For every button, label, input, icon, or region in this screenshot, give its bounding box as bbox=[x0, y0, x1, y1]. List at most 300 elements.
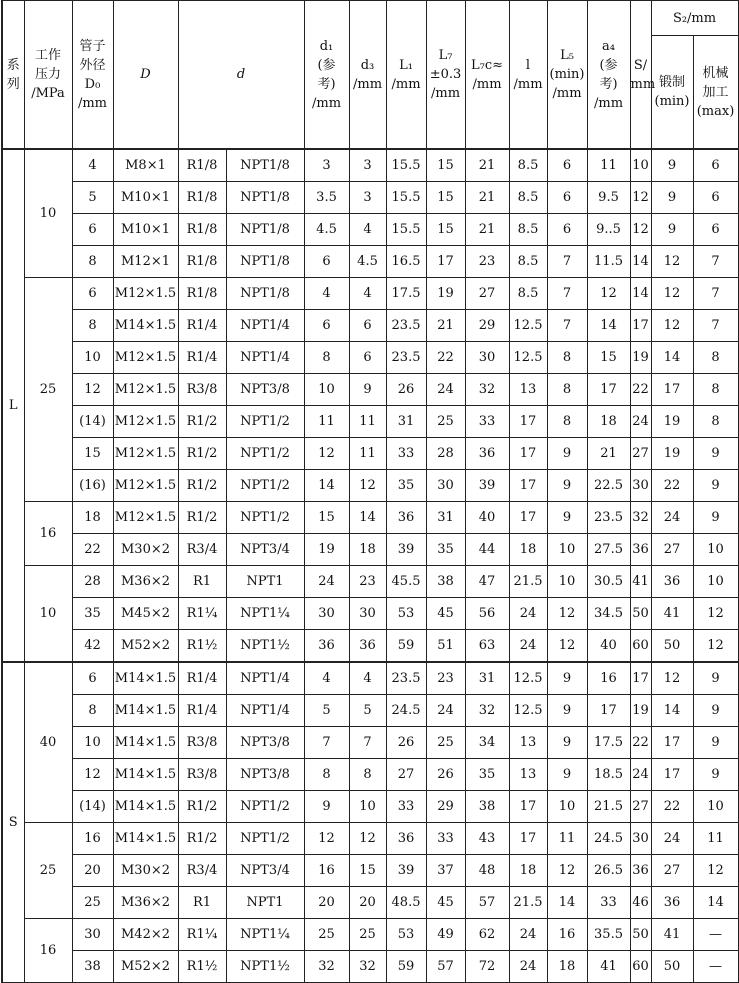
cell-L1: 15.5 bbox=[386, 214, 426, 246]
cell-thread-D: M36×2 bbox=[113, 566, 178, 598]
cell-pipe-od: 30 bbox=[72, 919, 113, 951]
cell-S2-machined: 12 bbox=[693, 855, 738, 887]
cell-d3: 18 bbox=[349, 534, 386, 566]
cell-L1: 23.5 bbox=[386, 662, 426, 695]
cell-l: 12.5 bbox=[509, 342, 547, 374]
cell-S2-machined: 9 bbox=[693, 470, 738, 502]
cell-d1: 10 bbox=[304, 374, 349, 406]
cell-l: 13 bbox=[509, 374, 547, 406]
cell-d1: 30 bbox=[304, 598, 349, 630]
cell-d3: 5 bbox=[349, 695, 386, 727]
cell-L5: 12 bbox=[547, 598, 587, 630]
cell-L7c: 40 bbox=[465, 502, 509, 534]
cell-thread-D: M10×1 bbox=[113, 214, 178, 246]
cell-L5: 6 bbox=[547, 149, 587, 182]
cell-a4: 21 bbox=[587, 438, 630, 470]
cell-L7c: 29 bbox=[465, 310, 509, 342]
cell-S: 41 bbox=[630, 566, 651, 598]
cell-L1: 53 bbox=[386, 598, 426, 630]
cell-d3: 30 bbox=[349, 598, 386, 630]
cell-L7: 15 bbox=[426, 149, 465, 182]
cell-l: 17 bbox=[509, 502, 547, 534]
cell-d3: 12 bbox=[349, 823, 386, 855]
cell-L7c: 31 bbox=[465, 662, 509, 695]
header-D: D bbox=[113, 1, 178, 150]
cell-a4: 16 bbox=[587, 662, 630, 695]
table-body bbox=[2, 149, 738, 983]
cell-S2-forged: 24 bbox=[651, 502, 693, 534]
cell-thread-D: M12×1.5 bbox=[113, 438, 178, 470]
cell-d3: 36 bbox=[349, 630, 386, 663]
cell-L5: 16 bbox=[547, 919, 587, 951]
cell-d3: 8 bbox=[349, 759, 386, 791]
cell-thread-r: R3/4 bbox=[178, 534, 226, 566]
cell-S2-forged: 17 bbox=[651, 727, 693, 759]
cell-L7: 26 bbox=[426, 759, 465, 791]
cell-a4: 9.5 bbox=[587, 182, 630, 214]
cell-l: 13 bbox=[509, 727, 547, 759]
cell-pipe-od: 8 bbox=[72, 246, 113, 278]
cell-l: 17 bbox=[509, 406, 547, 438]
table-row bbox=[2, 887, 738, 919]
cell-S: 36 bbox=[630, 855, 651, 887]
cell-L5: 11 bbox=[547, 823, 587, 855]
cell-L5: 10 bbox=[547, 534, 587, 566]
cell-thread-npt: NPT1/2 bbox=[226, 406, 304, 438]
cell-S: 14 bbox=[630, 246, 651, 278]
cell-S2-forged: 17 bbox=[651, 374, 693, 406]
cell-L1: 35 bbox=[386, 470, 426, 502]
cell-S2-forged: 9 bbox=[651, 182, 693, 214]
cell-thread-npt: NPT1 bbox=[226, 887, 304, 919]
cell-pipe-od: (14) bbox=[72, 791, 113, 823]
cell-L7: 49 bbox=[426, 919, 465, 951]
cell-S2-machined: 11 bbox=[693, 823, 738, 855]
cell-d1: 19 bbox=[304, 534, 349, 566]
cell-thread-npt: NPT1¼ bbox=[226, 598, 304, 630]
cell-thread-D: M12×1.5 bbox=[113, 374, 178, 406]
cell-L5: 10 bbox=[547, 566, 587, 598]
cell-S: 50 bbox=[630, 919, 651, 951]
cell-d1: 14 bbox=[304, 470, 349, 502]
cell-d3: 3 bbox=[349, 149, 386, 182]
cell-L5: 14 bbox=[547, 887, 587, 919]
cell-L7c: 21 bbox=[465, 214, 509, 246]
cell-L7c: 32 bbox=[465, 374, 509, 406]
cell-d3: 4 bbox=[349, 214, 386, 246]
cell-S2-machined: 10 bbox=[693, 791, 738, 823]
cell-thread-r: R1/8 bbox=[178, 149, 226, 182]
cell-S: 27 bbox=[630, 791, 651, 823]
cell-S2-machined: 7 bbox=[693, 310, 738, 342]
header-pressure: 工作 压力 /MPa bbox=[24, 1, 72, 150]
cell-thread-r: R1¼ bbox=[178, 919, 226, 951]
cell-l: 12.5 bbox=[509, 662, 547, 695]
cell-L1: 39 bbox=[386, 855, 426, 887]
cell-S2-machined: — bbox=[693, 951, 738, 983]
cell-l: 21.5 bbox=[509, 566, 547, 598]
cell-thread-npt: NPT1/2 bbox=[226, 502, 304, 534]
cell-S2-forged: 14 bbox=[651, 342, 693, 374]
cell-pipe-od: 8 bbox=[72, 695, 113, 727]
spec-table bbox=[1, 0, 739, 983]
cell-thread-r: R3/8 bbox=[178, 727, 226, 759]
cell-thread-D: M45×2 bbox=[113, 598, 178, 630]
cell-thread-r: R3/8 bbox=[178, 374, 226, 406]
cell-pipe-od: 15 bbox=[72, 438, 113, 470]
cell-thread-r: R1 bbox=[178, 887, 226, 919]
cell-S2-machined: 9 bbox=[693, 662, 738, 695]
cell-d1: 3.5 bbox=[304, 182, 349, 214]
cell-L7c: 23 bbox=[465, 246, 509, 278]
cell-d1: 9 bbox=[304, 791, 349, 823]
cell-S2-forged: 12 bbox=[651, 278, 693, 310]
header-S2-forged: 锻制 (min) bbox=[651, 36, 693, 150]
cell-a4: 30.5 bbox=[587, 566, 630, 598]
cell-thread-D: M12×1 bbox=[113, 246, 178, 278]
cell-S2-forged: 19 bbox=[651, 438, 693, 470]
cell-L1: 23.5 bbox=[386, 342, 426, 374]
table-row bbox=[2, 374, 738, 406]
cell-pipe-od: 35 bbox=[72, 598, 113, 630]
cell-d1: 6 bbox=[304, 246, 349, 278]
cell-l: 17 bbox=[509, 823, 547, 855]
cell-S: 22 bbox=[630, 727, 651, 759]
table-row bbox=[2, 630, 738, 663]
cell-thread-D: M14×1.5 bbox=[113, 727, 178, 759]
cell-d3: 4.5 bbox=[349, 246, 386, 278]
cell-d3: 6 bbox=[349, 342, 386, 374]
pressure-cell: 25 bbox=[24, 278, 72, 502]
cell-S: 32 bbox=[630, 502, 651, 534]
cell-thread-D: M12×1.5 bbox=[113, 470, 178, 502]
header-d3: d₃ /mm bbox=[349, 1, 386, 150]
cell-thread-r: R3/8 bbox=[178, 759, 226, 791]
cell-d1: 20 bbox=[304, 887, 349, 919]
cell-a4: 21.5 bbox=[587, 791, 630, 823]
cell-S2-machined: 8 bbox=[693, 406, 738, 438]
cell-d1: 8 bbox=[304, 759, 349, 791]
cell-l: 8.5 bbox=[509, 214, 547, 246]
cell-S2-forged: 22 bbox=[651, 470, 693, 502]
header-L7: L₇ ±0.3 /mm bbox=[426, 1, 465, 150]
cell-thread-r: R1½ bbox=[178, 630, 226, 663]
cell-S2-machined: 9 bbox=[693, 502, 738, 534]
cell-S2-machined: 10 bbox=[693, 534, 738, 566]
cell-a4: 33 bbox=[587, 887, 630, 919]
cell-S2-forged: 27 bbox=[651, 534, 693, 566]
cell-L5: 18 bbox=[547, 951, 587, 983]
cell-l: 24 bbox=[509, 951, 547, 983]
pressure-cell: 25 bbox=[24, 823, 72, 919]
cell-a4: 9..5 bbox=[587, 214, 630, 246]
cell-thread-r: R1/2 bbox=[178, 502, 226, 534]
table-row bbox=[2, 470, 738, 502]
cell-S: 14 bbox=[630, 278, 651, 310]
cell-L7: 29 bbox=[426, 791, 465, 823]
cell-pipe-od: 25 bbox=[72, 887, 113, 919]
cell-L5: 9 bbox=[547, 727, 587, 759]
table-row bbox=[2, 278, 738, 310]
cell-L1: 59 bbox=[386, 951, 426, 983]
cell-S: 12 bbox=[630, 214, 651, 246]
cell-L5: 9 bbox=[547, 759, 587, 791]
cell-L5: 7 bbox=[547, 246, 587, 278]
cell-L7: 37 bbox=[426, 855, 465, 887]
pressure-cell: 10 bbox=[24, 566, 72, 663]
cell-pipe-od: 22 bbox=[72, 534, 113, 566]
cell-thread-r: R1/2 bbox=[178, 823, 226, 855]
cell-S2-forged: 36 bbox=[651, 887, 693, 919]
cell-L7c: 33 bbox=[465, 406, 509, 438]
cell-thread-D: M30×2 bbox=[113, 534, 178, 566]
cell-L5: 8 bbox=[547, 406, 587, 438]
cell-d1: 4 bbox=[304, 278, 349, 310]
cell-a4: 35.5 bbox=[587, 919, 630, 951]
cell-L7c: 62 bbox=[465, 919, 509, 951]
cell-thread-npt: NPT1/2 bbox=[226, 791, 304, 823]
cell-a4: 22.5 bbox=[587, 470, 630, 502]
cell-L7c: 39 bbox=[465, 470, 509, 502]
cell-thread-npt: NPT1/2 bbox=[226, 823, 304, 855]
cell-thread-npt: NPT1 bbox=[226, 566, 304, 598]
cell-d1: 36 bbox=[304, 630, 349, 663]
table-row bbox=[2, 534, 738, 566]
cell-l: 24 bbox=[509, 598, 547, 630]
table-row bbox=[2, 438, 738, 470]
cell-d1: 12 bbox=[304, 438, 349, 470]
cell-thread-r: R1/8 bbox=[178, 214, 226, 246]
cell-thread-r: R1/4 bbox=[178, 342, 226, 374]
cell-d3: 12 bbox=[349, 470, 386, 502]
cell-L1: 26 bbox=[386, 374, 426, 406]
series-cell: S bbox=[2, 662, 24, 983]
cell-a4: 14 bbox=[587, 310, 630, 342]
table-row bbox=[2, 695, 738, 727]
cell-thread-npt: NPT1/8 bbox=[226, 214, 304, 246]
cell-thread-r: R1/2 bbox=[178, 406, 226, 438]
cell-L5: 9 bbox=[547, 438, 587, 470]
cell-d1: 25 bbox=[304, 919, 349, 951]
header-S2: S₂/mm bbox=[651, 1, 738, 36]
cell-a4: 18 bbox=[587, 406, 630, 438]
cell-l: 8.5 bbox=[509, 149, 547, 182]
table-row bbox=[2, 791, 738, 823]
cell-pipe-od: 42 bbox=[72, 630, 113, 663]
cell-thread-npt: NPT1/2 bbox=[226, 438, 304, 470]
table-row bbox=[2, 598, 738, 630]
cell-S2-forged: 41 bbox=[651, 598, 693, 630]
cell-S: 60 bbox=[630, 951, 651, 983]
table-row bbox=[2, 919, 738, 951]
cell-thread-D: M10×1 bbox=[113, 182, 178, 214]
cell-thread-r: R3/4 bbox=[178, 855, 226, 887]
cell-L7: 21 bbox=[426, 310, 465, 342]
cell-L7c: 57 bbox=[465, 887, 509, 919]
cell-S2-forged: 22 bbox=[651, 791, 693, 823]
cell-L5: 10 bbox=[547, 791, 587, 823]
cell-pipe-od: 16 bbox=[72, 823, 113, 855]
cell-thread-r: R1/4 bbox=[178, 310, 226, 342]
cell-a4: 23.5 bbox=[587, 502, 630, 534]
cell-S: 36 bbox=[630, 534, 651, 566]
cell-d3: 23 bbox=[349, 566, 386, 598]
cell-L1: 15.5 bbox=[386, 182, 426, 214]
cell-a4: 26.5 bbox=[587, 855, 630, 887]
cell-L5: 8 bbox=[547, 342, 587, 374]
cell-S: 19 bbox=[630, 695, 651, 727]
cell-pipe-od: 18 bbox=[72, 502, 113, 534]
cell-pipe-od: 8 bbox=[72, 310, 113, 342]
cell-L5: 9 bbox=[547, 502, 587, 534]
cell-L7: 19 bbox=[426, 278, 465, 310]
cell-S: 12 bbox=[630, 182, 651, 214]
cell-d1: 24 bbox=[304, 566, 349, 598]
cell-L7c: 72 bbox=[465, 951, 509, 983]
cell-thread-r: R1/8 bbox=[178, 246, 226, 278]
cell-thread-D: M14×1.5 bbox=[113, 310, 178, 342]
cell-d1: 12 bbox=[304, 823, 349, 855]
cell-l: 18 bbox=[509, 855, 547, 887]
cell-d1: 4.5 bbox=[304, 214, 349, 246]
cell-L1: 36 bbox=[386, 823, 426, 855]
cell-S: 24 bbox=[630, 759, 651, 791]
table-row bbox=[2, 182, 738, 214]
cell-d1: 4 bbox=[304, 662, 349, 695]
cell-l: 17 bbox=[509, 791, 547, 823]
cell-thread-D: M36×2 bbox=[113, 887, 178, 919]
cell-thread-npt: NPT1/8 bbox=[226, 278, 304, 310]
cell-L5: 9 bbox=[547, 662, 587, 695]
cell-thread-npt: NPT1/2 bbox=[226, 470, 304, 502]
cell-d3: 32 bbox=[349, 951, 386, 983]
cell-thread-r: R1/8 bbox=[178, 278, 226, 310]
cell-thread-npt: NPT1/4 bbox=[226, 695, 304, 727]
cell-thread-r: R1/2 bbox=[178, 791, 226, 823]
cell-d1: 15 bbox=[304, 502, 349, 534]
header-L5: L₅ (min) /mm bbox=[547, 1, 587, 150]
cell-d3: 25 bbox=[349, 919, 386, 951]
cell-L7: 38 bbox=[426, 566, 465, 598]
cell-pipe-od: 20 bbox=[72, 855, 113, 887]
cell-d3: 6 bbox=[349, 310, 386, 342]
cell-thread-npt: NPT3/8 bbox=[226, 727, 304, 759]
cell-d1: 32 bbox=[304, 951, 349, 983]
cell-L7: 57 bbox=[426, 951, 465, 983]
cell-L7: 45 bbox=[426, 598, 465, 630]
table-row bbox=[2, 566, 738, 598]
cell-L1: 15.5 bbox=[386, 149, 426, 182]
cell-S2-machined: 6 bbox=[693, 214, 738, 246]
cell-thread-D: M12×1.5 bbox=[113, 502, 178, 534]
cell-d3: 20 bbox=[349, 887, 386, 919]
cell-S: 19 bbox=[630, 342, 651, 374]
cell-a4: 17 bbox=[587, 374, 630, 406]
table-row bbox=[2, 246, 738, 278]
cell-d1: 8 bbox=[304, 342, 349, 374]
cell-a4: 27.5 bbox=[587, 534, 630, 566]
cell-thread-r: R1½ bbox=[178, 951, 226, 983]
pressure-cell: 16 bbox=[24, 502, 72, 566]
cell-L1: 23.5 bbox=[386, 310, 426, 342]
cell-thread-npt: NPT1/8 bbox=[226, 149, 304, 182]
series-cell: L bbox=[2, 149, 24, 662]
cell-L7: 15 bbox=[426, 182, 465, 214]
cell-pipe-od: 5 bbox=[72, 182, 113, 214]
table-row bbox=[2, 502, 738, 534]
cell-S2-machined: 10 bbox=[693, 566, 738, 598]
cell-L1: 26 bbox=[386, 727, 426, 759]
header-L1: L₁ /mm bbox=[386, 1, 426, 150]
cell-L7c: 63 bbox=[465, 630, 509, 663]
cell-a4: 17.5 bbox=[587, 727, 630, 759]
header-pipe-od: 管子 外径 D₀ /mm bbox=[72, 1, 113, 150]
table-row bbox=[2, 823, 738, 855]
cell-thread-D: M52×2 bbox=[113, 951, 178, 983]
cell-L1: 31 bbox=[386, 406, 426, 438]
cell-L7c: 44 bbox=[465, 534, 509, 566]
cell-a4: 17 bbox=[587, 695, 630, 727]
cell-L7c: 56 bbox=[465, 598, 509, 630]
cell-S2-machined: 9 bbox=[693, 438, 738, 470]
header-series: 系 列 bbox=[2, 1, 24, 150]
cell-L1: 45.5 bbox=[386, 566, 426, 598]
cell-S2-forged: 41 bbox=[651, 919, 693, 951]
cell-S2-forged: 14 bbox=[651, 695, 693, 727]
cell-L5: 6 bbox=[547, 214, 587, 246]
cell-L1: 27 bbox=[386, 759, 426, 791]
cell-d3: 10 bbox=[349, 791, 386, 823]
header-L7c: L₇c≈ /mm bbox=[465, 1, 509, 150]
cell-thread-D: M14×1.5 bbox=[113, 823, 178, 855]
cell-L5: 8 bbox=[547, 374, 587, 406]
cell-thread-npt: NPT1/4 bbox=[226, 662, 304, 695]
cell-thread-D: M8×1 bbox=[113, 149, 178, 182]
cell-L1: 53 bbox=[386, 919, 426, 951]
cell-thread-npt: NPT1/8 bbox=[226, 246, 304, 278]
cell-d1: 6 bbox=[304, 310, 349, 342]
pressure-cell: 16 bbox=[24, 919, 72, 983]
table-row bbox=[2, 951, 738, 983]
cell-thread-D: M14×1.5 bbox=[113, 791, 178, 823]
cell-S: 24 bbox=[630, 406, 651, 438]
cell-pipe-od: (16) bbox=[72, 470, 113, 502]
cell-L7c: 21 bbox=[465, 182, 509, 214]
cell-d3: 4 bbox=[349, 278, 386, 310]
cell-L1: 24.5 bbox=[386, 695, 426, 727]
cell-d3: 15 bbox=[349, 855, 386, 887]
cell-d3: 11 bbox=[349, 406, 386, 438]
cell-S2-forged: 36 bbox=[651, 566, 693, 598]
cell-L5: 7 bbox=[547, 278, 587, 310]
cell-thread-D: M14×1.5 bbox=[113, 695, 178, 727]
cell-S2-machined: 9 bbox=[693, 727, 738, 759]
cell-L7: 22 bbox=[426, 342, 465, 374]
cell-S2-machined: 9 bbox=[693, 759, 738, 791]
cell-S2-forged: 24 bbox=[651, 823, 693, 855]
cell-L5: 12 bbox=[547, 855, 587, 887]
cell-thread-r: R1/2 bbox=[178, 438, 226, 470]
cell-thread-r: R1/2 bbox=[178, 470, 226, 502]
cell-S2-forged: 50 bbox=[651, 630, 693, 663]
cell-L7c: 27 bbox=[465, 278, 509, 310]
cell-a4: 12 bbox=[587, 278, 630, 310]
cell-thread-D: M12×1.5 bbox=[113, 342, 178, 374]
header-S: S/ mm bbox=[630, 1, 651, 150]
cell-thread-r: R1 bbox=[178, 566, 226, 598]
cell-l: 8.5 bbox=[509, 278, 547, 310]
cell-S2-machined: 12 bbox=[693, 598, 738, 630]
